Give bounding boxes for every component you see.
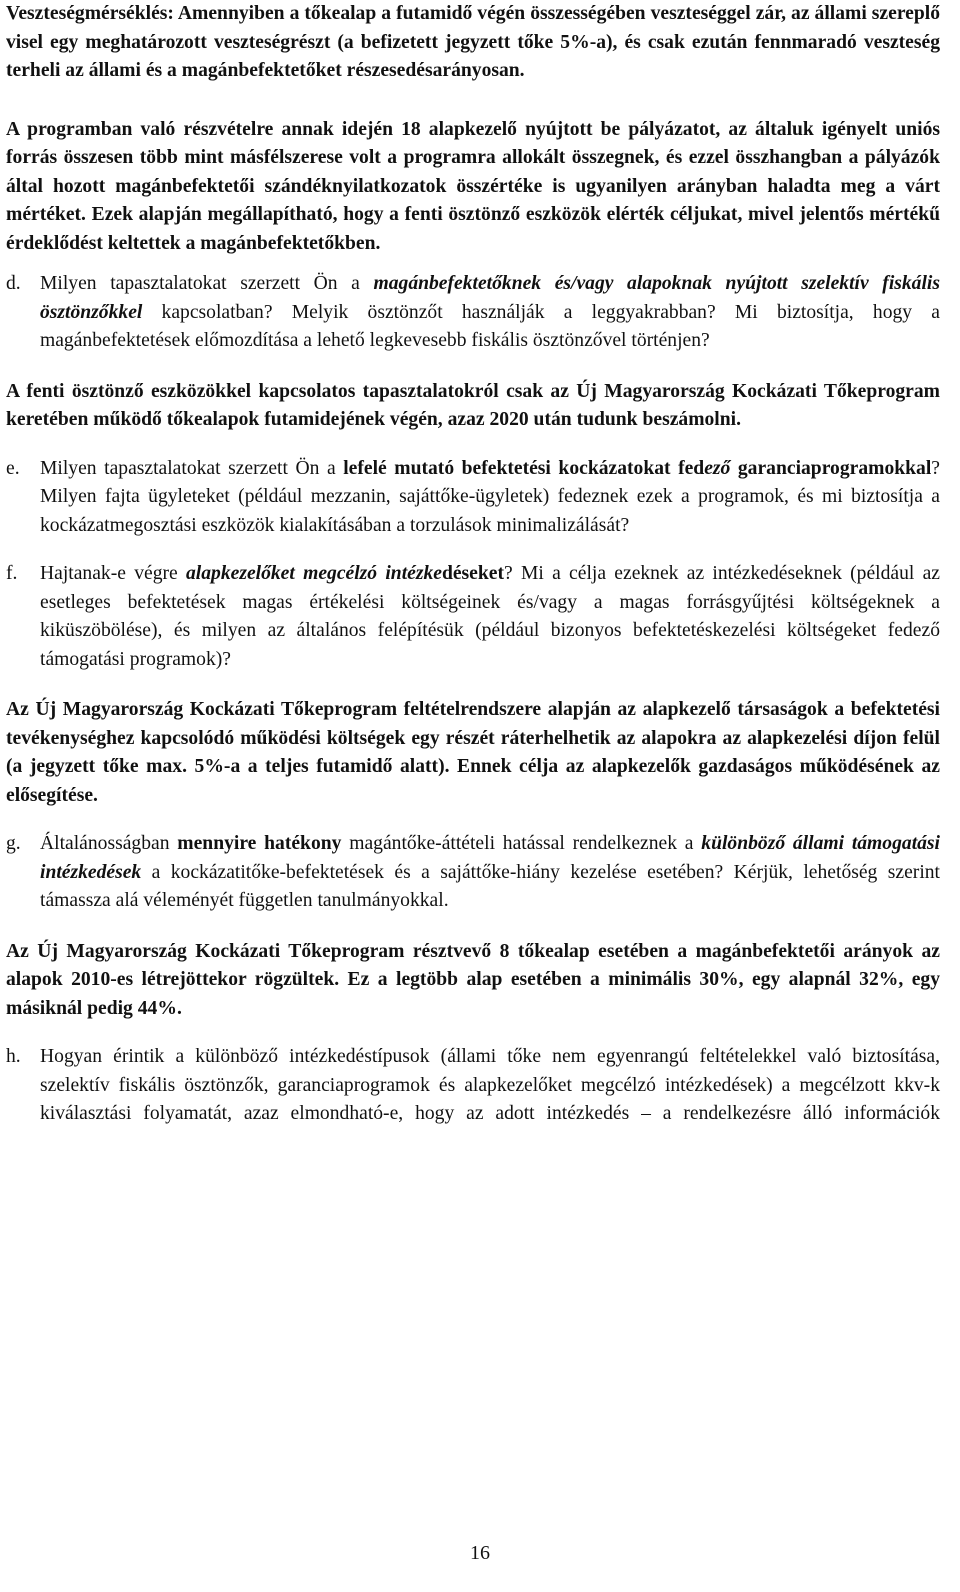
answer-d-paragraph: A fenti ösztönző eszközökkel kapcsolatos tapasztalatokról csak az Új Magyarország Kockázati Tőkeprogram keretében működő tőkealapok futamidejének végén, azaz 2020 után tudunk beszámolni.	[6, 380, 940, 430]
question-g-part2: magántőke-áttételi hatással rendelkeznek a	[341, 833, 702, 854]
question-g-part1: Általánosságban	[40, 833, 178, 854]
question-e-text	[40, 455, 940, 541]
question-e-part2: ? Milyen fajta ügyleteket (például mezzanin, sajáttőke-ügyletek) fedeznek ezek a programok, és mi biztosítja a kockázatmegosztási eszközök kialakításában a torzulások minimalizálását?	[40, 457, 940, 536]
question-h	[6, 1043, 940, 1129]
page-number: 16	[470, 1542, 490, 1564]
question-d-emphasis: magánbefektetőknek és/vagy alapoknak nyújtott szelektív fiskális ösztönzőkkel	[40, 273, 940, 323]
question-g-bold-italic: különböző állami támogatási intézkedések	[40, 833, 941, 883]
question-f-number: f.	[6, 563, 18, 584]
question-d-number: d.	[6, 273, 21, 294]
question-f-part2: ? Mi a célja ezeknek az intézkedéseknek (például az esetleges befektetések magas értékelési költségeinek és/vagy a magas forrásgyűjtési költségeknek a kiküszöbölése), és milyen az általános felépítésük (például bizonyos befektetéskezelési költségeket fedező támogatási programok)?	[40, 563, 940, 670]
question-f-part1: Hajtanak-e végre	[40, 563, 186, 584]
question-e	[6, 455, 940, 541]
question-f-text	[40, 560, 940, 674]
question-g-number: g.	[6, 833, 21, 854]
question-e-number: e.	[6, 457, 20, 479]
question-e-bold2: garanciaprogramokkal	[730, 457, 932, 479]
question-h-text: Hogyan érintik a különböző intézkedéstípusok (állami tőke nem egyenrangú feltételekkel való biztosítása, szelektív fiskális ösztönzők, garanciaprogramok és alapkezelőket megcélzó intézkedések) a megcélzott kkv-k kiválasztási folyamatát, azaz elmondható-e, hogy az adott intézkedés – a rendelkezésre álló információk	[40, 1046, 940, 1124]
question-g	[6, 830, 940, 916]
paragraph-loss-mitigation	[6, 0, 940, 86]
question-d-part2: kapcsolatban? Melyik ösztönzőt használják a leggyakrabban? Mi biztosítja, hogy a magánbefektetések előmozdítása a lehető legkevesebb fiskális ösztönzővel történjen?	[40, 301, 940, 351]
question-g-part3: a kockázatitőke-befektetések és a sajáttőke-hiány kezelése esetében? Kérjük, lehetőség szerint támassza alá véleményét független tanulmányokkal.	[40, 861, 940, 911]
question-d-text	[40, 270, 940, 356]
question-h-number: h.	[6, 1046, 21, 1067]
question-f-bold: déseket	[441, 563, 504, 584]
question-g-bold: mennyire hatékony	[177, 833, 342, 854]
answer-c-paragraph: A programban való részvételre annak idején 18 alapkezelő nyújtott be pályázatot, az általuk igényelt uniós forrás összesen több mint másfélszerese volt a programra allokált összegnek, és ezzel összhangban a pályázók által hozott magánbefektetői szándéknyilatkozatok összértéke is ugyanilyen arányban haladta meg a várt mértéket. Ezek alapján megállapítható, hogy a fenti ösztönző eszközök elérték céljukat, mivel jelentős mértékű érdeklődést keltettek a magánbefektetőkben.	[6, 118, 940, 254]
loss-mitigation-text: Amennyiben a tőkealap a futamidő végén összességében veszteséggel zár, az állami szereplő visel egy meghatározott veszteségrészt (a befizetett jegyzett tőke 5%-a), és csak ezután fennmaradó veszteség terheli az állami és a magánbefektetőket részesedésarányosan.	[6, 3, 940, 81]
question-e-part1: Milyen tapasztalatokat szerzett Ön a	[40, 457, 344, 479]
question-g-text	[40, 830, 940, 916]
question-d-part1: Milyen tapasztalatokat szerzett Ön a	[40, 273, 374, 294]
question-e-bold-italic: ező	[704, 457, 731, 479]
question-f-bold-italic: alapkezelőket megcélzó intézke	[186, 563, 442, 584]
question-d	[6, 270, 940, 356]
question-f	[6, 560, 940, 674]
question-e-bold1: lefelé mutató befektetési kockázatokat fed	[343, 457, 705, 479]
loss-mitigation-label: Veszteségmérséklés:	[6, 3, 174, 24]
answer-g-paragraph: Az Új Magyarország Kockázati Tőkeprogram résztvevő 8 tőkealap esetében a magánbefektetői arányok az alapok 2010-es létrejöttekor rögzültek. Ez a legtöbb alap esetében a minimális 30%, egy alapnál 32%, egy másiknál pedig 44%.	[6, 940, 940, 1019]
answer-f-paragraph: Az Új Magyarország Kockázati Tőkeprogram feltételrendszere alapján az alapkezelő társaságok a befektetési tevékenységhez kapcsolódó működési költségek egy részét ráterhelhetik az alapokra az alapkezelési díjon felül (a jegyzett tőke max. 5%-a a teljes futamidő alatt). Ennek célja az alapkezelők gazdaságos működésének az elősegítése.	[6, 699, 940, 806]
